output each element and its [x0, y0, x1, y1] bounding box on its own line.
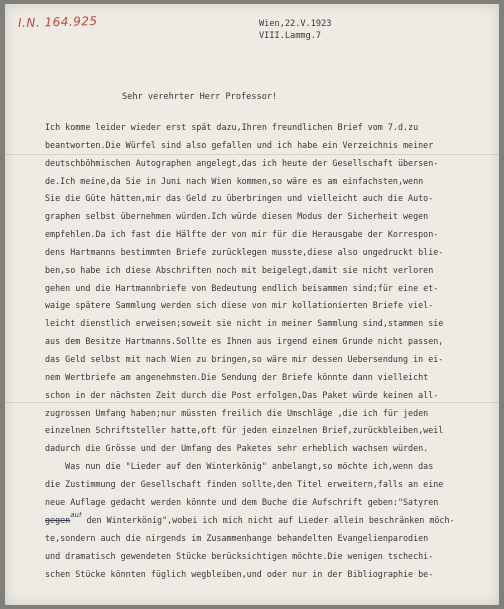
text-line	[45, 512, 485, 531]
letter-body	[45, 119, 485, 584]
text-line: beantworten.Die Würfel sind also gefallen und ich habe ein Verzeichnis meiner	[45, 139, 434, 150]
text-line: neue Auflage gedacht werden könnte und dem Buche die Aufschrift geben:"Satyren	[45, 496, 439, 507]
text-segment: den Winterkönig",wobei ich mich nicht auf Lieder allein beschränken möch-	[81, 514, 455, 525]
text-line: te,sondern auch die nirgends im Zusammenhange behandelten Evangelienparodien	[45, 533, 429, 544]
letter-page	[5, 4, 499, 605]
text-line: das Geld selbst mit nach Wien zu bringen,so wäre mir dessen Uebersendung in ei-	[45, 353, 444, 364]
text-line: dens Hartmanns bestimmten Briefe zurücklegen musste,diese also ungedruckt blie-	[45, 246, 444, 257]
sender-address: VIII.Lammg.7	[259, 31, 322, 41]
text-line: schen Stücke könnten füglich wegbleiben,und oder nur in der Bibliographie be-	[45, 569, 434, 580]
text-line: leicht dienstlich erweisen;soweit sie nicht in meiner Sammlung sind,stammen sie	[45, 318, 444, 329]
salutation: Sehr verehrter Herr Professor!	[122, 92, 278, 102]
handwritten-insert: auf	[70, 511, 82, 519]
text-line: schon in der nächsten Zeit durch die Post erfolgen,Das Paket würde keinen all-	[45, 389, 439, 400]
text-line: nem Wertbriefe am angenehmsten.Die Sendung der Briefe könnte dann vielleicht	[45, 371, 429, 382]
text-line: Was nun die "Lieder auf den Winterkönig" anbelangt,so möchte ich,wenn das	[45, 461, 434, 472]
text-line: empfehlen.Da ich fast die Hälfte der von mir für die Herausgabe der Korrespon-	[45, 229, 439, 240]
struck-word: gegen	[45, 514, 71, 525]
text-line: Sie die Güte hätten,mir das Geld zu überbringen und vielleicht auch die Auto-	[45, 193, 434, 204]
text-line: zugrossen Umfang haben;nur müssten freilich die Umschläge ,die ich für jeden	[45, 407, 429, 418]
text-line: und dramatisch gewendeten Stücke berücksichtigen möchte.Die wenigen tschechi-	[45, 551, 434, 562]
text-line: aus dem Besitze Hartmanns.Sollte es Ihnen aus irgend einem Grunde nicht passen,	[45, 336, 444, 347]
text-line: ben,so habe ich diese Abschriften noch mit beigelegt,damit sie nicht verloren	[45, 264, 434, 275]
text-line: de.Ich meine,da Sie in Juni nach Wien kommen,so wäre es am einfachsten,wenn	[45, 175, 424, 186]
archive-number: I.N. 164.925	[17, 13, 98, 31]
text-line: waige spätere Sammlung werden sich diese von mir kollationierten Briefe viel-	[45, 300, 434, 311]
text-line: dadurch die Grösse und der Umfang des Paketes sehr erheblich wachsen würden.	[45, 443, 429, 454]
letter-header	[259, 18, 331, 42]
text-line: graphen selbst übernehmen würden.Ich würde diesen Modus der Sicherheit wegen	[45, 211, 429, 222]
text-line: deutschböhmischen Autographen angelegt,das ich heute der Gesellschaft übersen-	[45, 157, 439, 168]
text-line: einzelnen Schriftsteller hatte,oft für jeden einzelnen Brief,zurückbleiben,weil	[45, 425, 444, 436]
place-date: Wien,22.V.1923	[259, 19, 332, 29]
text-line: gehen und die Hartmannbriefe von Bedeutung endlich beisammen sind;für eine et-	[45, 282, 439, 293]
text-line: die Zustimmung der Gesellschaft finden sollte,den Titel erweitern,falls an eine	[45, 478, 444, 489]
text-line: Ich komme leider wieder erst spät dazu,Ihren freundlichen Brief vom 7.d.zu	[45, 122, 419, 132]
